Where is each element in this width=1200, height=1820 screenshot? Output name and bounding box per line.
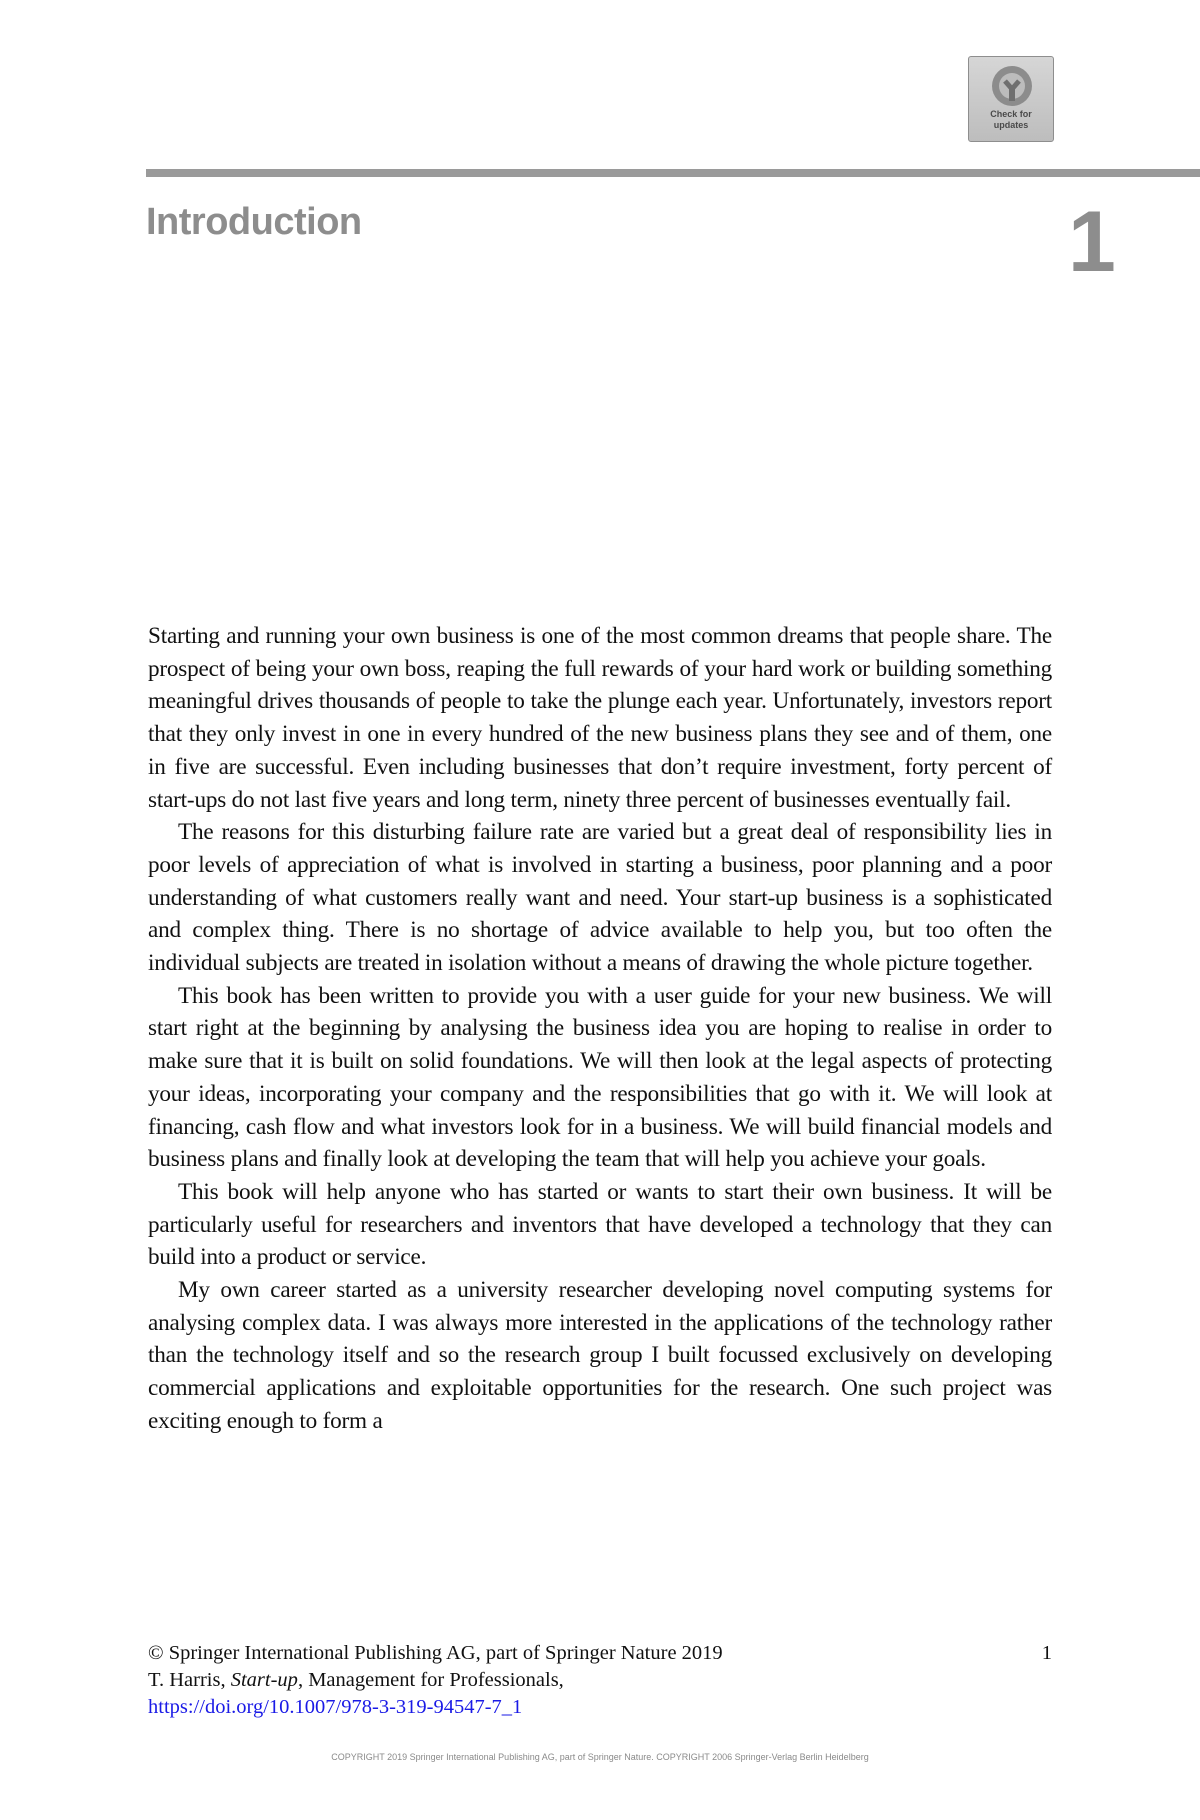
check-for-updates-badge[interactable] bbox=[968, 56, 1054, 142]
chapter-title: Introduction bbox=[146, 201, 362, 243]
citation-line bbox=[148, 1667, 1052, 1694]
copyright-line: © Springer International Publishing AG, part of Springer Nature 2019 bbox=[148, 1642, 723, 1664]
series-name: , Management for Professionals, bbox=[297, 1669, 564, 1691]
chapter-body bbox=[148, 620, 1052, 1438]
book-title: Start-up bbox=[230, 1669, 298, 1691]
paragraph: This book will help anyone who has started or wants to start their own business. It will be particularly useful for researchers and inventors that have developed a technology that they can build into a product or service. bbox=[148, 1178, 1052, 1271]
badge-label: Check for updates bbox=[990, 109, 1032, 130]
copyright-strip: COPYRIGHT 2019 Springer International Publishing AG, part of Springer Nature. COPYRIGHT 2006 Springer-Verlag Berlin Heidelberg bbox=[331, 1752, 869, 1762]
page-footer bbox=[148, 1640, 1052, 1721]
author: T. Harris, bbox=[148, 1669, 231, 1691]
paragraph: This book has been written to provide you with a user guide for your new business. We will start right at the beginning by analysing the business idea you are hoping to realise in order to make sure that it is built on solid foundations. We will then look at the legal aspects of protecting your ideas, incorporating your company and the responsibilities that go with it. We will look at financing, cash flow and what investors look for in a business. We will build financial models and business plans and finally look at developing the team that will help you achieve your goals. bbox=[148, 982, 1052, 1173]
chapter-number: 1 bbox=[1068, 194, 1116, 290]
paragraph: My own career started as a university researcher developing novel computing systems for analysing complex data. I was always more interested in the applications of the technology rather than the technology itself and so the research group I built focussed exclusively on developing commercial applications and exploitable opportunities for the research. One such project was exciting enough to form a bbox=[148, 1277, 1052, 1434]
doi-link[interactable]: https://doi.org/10.1007/978-3-319-94547-7_1 bbox=[148, 1696, 523, 1718]
page-number: 1 bbox=[1041, 1642, 1052, 1664]
paragraph: Starting and running your own business is one of the most common dreams that people share. The prospect of being your own boss, reaping the full rewards of your hard work or building something meaningful drives thousands of people to take the plunge each year. Unfortunately, investors report that they only invest in one in every hundred of the new business plans they see and of them, one in five are successful. Even including businesses that don’t require investment, forty percent of start-ups do not last five years and long term, ninety three percent of businesses eventually fail. bbox=[148, 623, 1052, 813]
crossmark-icon bbox=[989, 63, 1035, 109]
chapter-rule bbox=[146, 169, 1200, 177]
paragraph: The reasons for this disturbing failure rate are varied but a great deal of responsibility lies in poor levels of appreciation of what is involved in starting a business, poor planning and a poor understanding of what customers really want and need. Your start-up business is a sophisticated and complex thing. There is no shortage of advice available to help you, but too often the individual subjects are treated in isolation without a means of drawing the whole picture together. bbox=[148, 819, 1052, 977]
